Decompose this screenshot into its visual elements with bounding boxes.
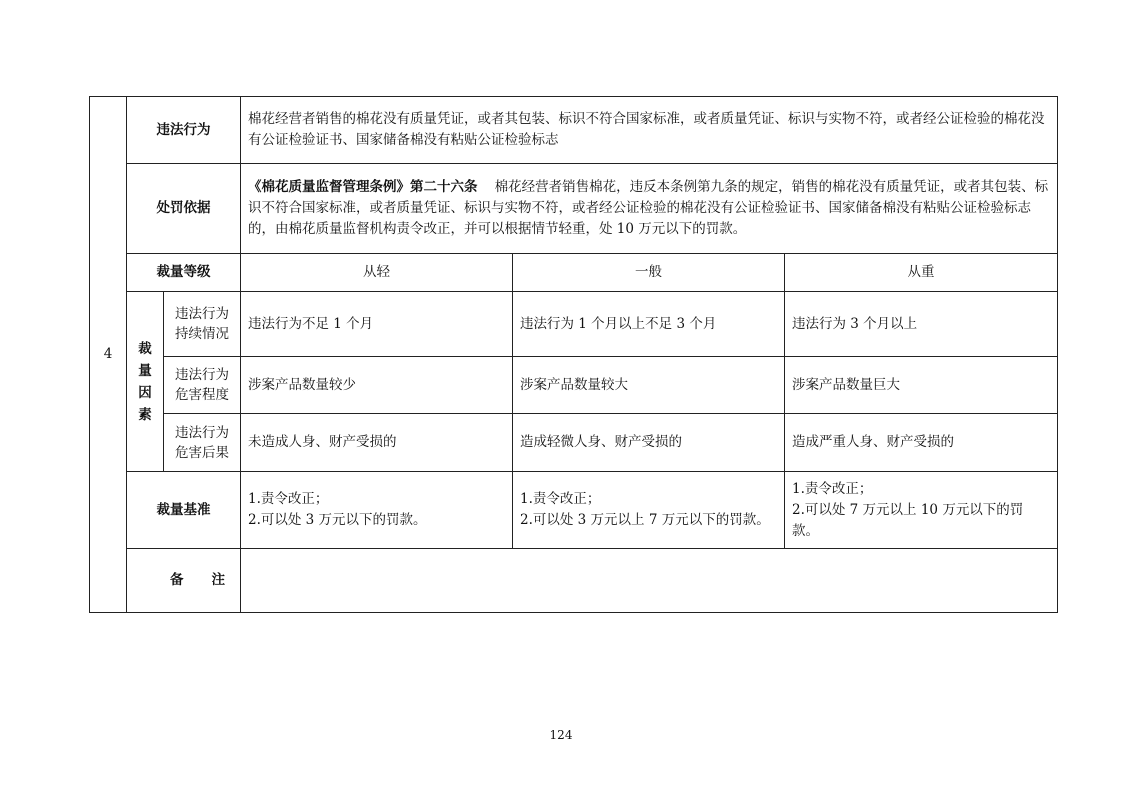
benchmark-row [90, 472, 1058, 549]
factors-label-char: 素 [138, 406, 152, 423]
factor-heavy: 造成严重人身、财产受损的 [785, 414, 1058, 472]
law-title: 《棉花质量监督管理条例》第二十六条 [248, 179, 478, 195]
factor-heavy: 涉案产品数量巨大 [785, 357, 1058, 414]
benchmark-line: 1.责令改正； [792, 480, 873, 497]
benchmark-line: 1.责令改正； [248, 491, 329, 507]
factor-light: 违法行为不足 1 个月 [241, 292, 513, 357]
factor-name-line: 持续情况 [175, 326, 229, 342]
basis-text: 棉花经营者销售棉花，违反本条例第九条的规定，销售的棉花没有质量凭证，或者其包装、标识不符合国家标准，或者质量凭证、标识与实物不符，或者经公证检验的棉花没有公证检验证书、国家储备棉没有粘贴公证检验标志的，由棉花质量监督机构责令改正，并可以根据情节轻重，处 10 万元以下的罚款。 [248, 179, 1049, 237]
factor-name [164, 357, 241, 414]
factors-label-char: 裁 [138, 340, 152, 357]
factor-normal: 造成轻微人身、财产受损的 [513, 414, 785, 472]
level-normal: 一般 [513, 254, 785, 292]
factor-normal: 涉案产品数量较大 [513, 357, 785, 414]
benchmark-label: 裁量基准 [127, 472, 241, 549]
benchmark-line: 2.可以处 3 万元以下的罚款。 [248, 512, 427, 528]
factor-row-severity [90, 357, 1058, 414]
factors-label [127, 292, 164, 472]
remarks-label [127, 549, 241, 613]
factor-row-duration [90, 292, 1058, 357]
factor-name [164, 292, 241, 357]
factor-normal: 违法行为 1 个月以上不足 3 个月 [513, 292, 785, 357]
factor-name-line: 危害程度 [175, 387, 229, 403]
factor-name-line: 违法行为 [175, 367, 229, 383]
violation-row [90, 97, 1058, 164]
factor-name-line: 违法行为 [175, 306, 229, 322]
level-light: 从轻 [241, 254, 513, 292]
violation-label: 违法行为 [127, 97, 241, 164]
remarks-label-char: 注 [211, 572, 225, 588]
penalty-discretion-table [89, 96, 1058, 613]
factor-light: 未造成人身、财产受损的 [241, 414, 513, 472]
remarks-label-char: 备 [170, 572, 212, 588]
levels-label: 裁量等级 [127, 254, 241, 292]
basis-label: 处罚依据 [127, 164, 241, 254]
factors-label-char: 因 [138, 384, 152, 401]
factor-name-line: 违法行为 [175, 424, 229, 441]
remarks-row [90, 549, 1058, 613]
remarks-text [241, 549, 1058, 613]
benchmark-heavy [785, 472, 1058, 549]
basis-cell [241, 164, 1058, 254]
benchmark-normal [513, 472, 785, 549]
factor-heavy: 违法行为 3 个月以上 [785, 292, 1058, 357]
factor-light: 涉案产品数量较少 [241, 357, 513, 414]
benchmark-line: 2.可以处 3 万元以上 7 万元以下的罚款。 [520, 512, 770, 528]
level-heavy: 从重 [785, 254, 1058, 292]
page-number: 124 [549, 728, 573, 742]
benchmark-line: 1.责令改正； [520, 491, 601, 507]
row-number: 4 [90, 97, 127, 613]
factor-name-line: 危害后果 [175, 444, 229, 461]
factors-label-char: 量 [138, 362, 152, 379]
violation-text: 棉花经营者销售的棉花没有质量凭证，或者其包装、标识不符合国家标准，或者质量凭证、标识与实物不符，或者经公证检验的棉花没有公证检验证书、国家储备棉没有粘贴公证检验标志 [241, 97, 1058, 164]
factor-row-consequence [90, 414, 1058, 472]
basis-row [90, 164, 1058, 254]
benchmark-light [241, 472, 513, 549]
factor-name [164, 414, 241, 472]
benchmark-line: 2.可以处 7 万元以上 10 万元以下的罚款。 [792, 501, 1024, 539]
levels-row [90, 254, 1058, 292]
